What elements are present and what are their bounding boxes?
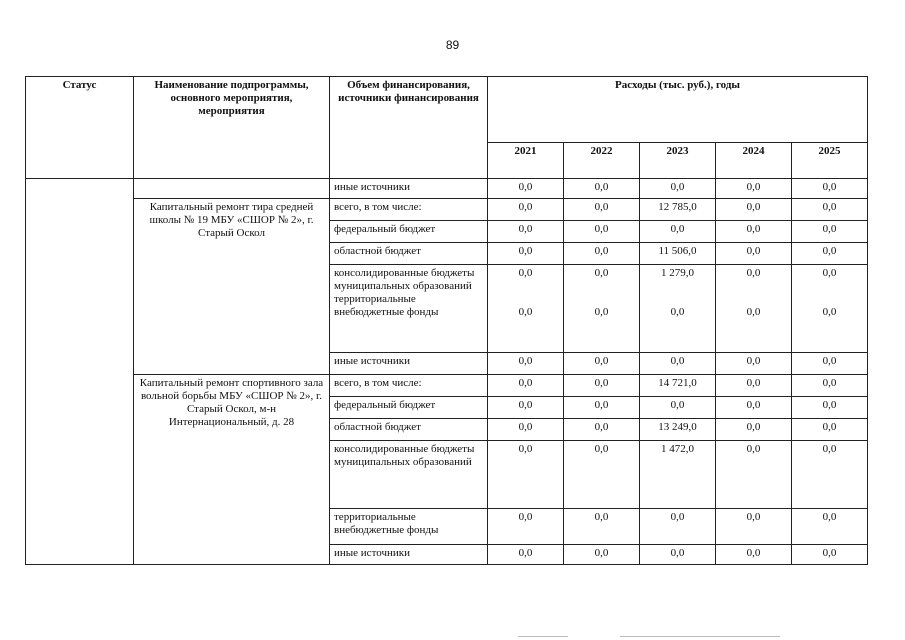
value-cell: 0,0: [792, 509, 868, 545]
source-cell: всего, в том числе:: [330, 199, 488, 221]
status-cell: [26, 179, 134, 565]
source-cell: иные источники: [330, 179, 488, 199]
value-cell: [564, 265, 640, 353]
table-row: [26, 179, 868, 199]
value-cell: 0,0: [488, 397, 564, 419]
value-cell: 12 785,0: [640, 199, 716, 221]
source-cell: консолидированные бюджеты муниципальных образований: [330, 441, 488, 509]
value-text: 0,0: [518, 306, 533, 318]
value-cell: 0,0: [716, 221, 792, 243]
value-cell: 0,0: [564, 397, 640, 419]
value-cell: 14 721,0: [640, 375, 716, 397]
value-cell: 11 506,0: [640, 243, 716, 265]
source-cell: всего, в том числе:: [330, 375, 488, 397]
value-cell: 0,0: [564, 419, 640, 441]
value-cell: 0,0: [792, 179, 868, 199]
value-cell: 0,0: [716, 397, 792, 419]
table-row: [26, 375, 868, 397]
source-cell: территориальные внебюджетные фонды: [330, 509, 488, 545]
value-text: 0,0: [822, 306, 837, 318]
header-name: Наименование подпрограммы, основного мероприятия, мероприятия: [134, 77, 330, 179]
value-cell: [716, 265, 792, 353]
project-name: Капитальный ремонт тира средней школы № 19 МБУ «СШОР № 2», г. Старый Оскол: [134, 199, 330, 375]
table-row: [26, 199, 868, 221]
value-cell: 0,0: [716, 441, 792, 509]
value-cell: 0,0: [792, 441, 868, 509]
value-cell: 0,0: [640, 179, 716, 199]
value-cell: 0,0: [564, 179, 640, 199]
value-cell: 0,0: [792, 199, 868, 221]
header-status: Статус: [26, 77, 134, 179]
value-cell: 0,0: [488, 353, 564, 375]
value-cell: 0,0: [488, 545, 564, 565]
value-cell: 0,0: [488, 509, 564, 545]
value-cell: 0,0: [716, 199, 792, 221]
source-cell: областной бюджет: [330, 243, 488, 265]
value-cell: 0,0: [716, 375, 792, 397]
name-cell: [134, 179, 330, 199]
value-cell: 0,0: [792, 375, 868, 397]
header-year: 2025: [792, 143, 868, 179]
header-year: 2024: [716, 143, 792, 179]
value-cell: 0,0: [640, 545, 716, 565]
value-cell: 0,0: [640, 397, 716, 419]
value-cell: 0,0: [564, 199, 640, 221]
scan-artifact: [620, 636, 780, 637]
value-cell: 0,0: [792, 419, 868, 441]
value-cell: 0,0: [716, 545, 792, 565]
value-text: 0,0: [746, 267, 761, 279]
value-text: 0,0: [746, 306, 761, 318]
budget-table: [25, 76, 868, 565]
value-cell: 0,0: [716, 419, 792, 441]
value-cell: 0,0: [716, 509, 792, 545]
header-year: 2022: [564, 143, 640, 179]
source-cell: федеральный бюджет: [330, 221, 488, 243]
header-year: 2021: [488, 143, 564, 179]
value-cell: 0,0: [488, 221, 564, 243]
value-cell: 0,0: [792, 221, 868, 243]
source-text: консолидированные бюджеты муниципальных образований: [334, 267, 475, 292]
value-cell: 0,0: [488, 375, 564, 397]
source-cell: областной бюджет: [330, 419, 488, 441]
source-cell: иные источники: [330, 545, 488, 565]
value-cell: 0,0: [488, 179, 564, 199]
value-cell: 0,0: [564, 441, 640, 509]
value-text: 0,0: [594, 267, 609, 279]
value-cell: 0,0: [564, 221, 640, 243]
value-cell: 13 249,0: [640, 419, 716, 441]
value-cell: 0,0: [792, 353, 868, 375]
value-text: 1 279,0: [661, 267, 694, 279]
value-cell: 0,0: [716, 179, 792, 199]
value-cell: 0,0: [716, 353, 792, 375]
source-cell: федеральный бюджет: [330, 397, 488, 419]
header-expenses: Расходы (тыс. руб.), годы: [488, 77, 868, 143]
value-cell: 0,0: [564, 243, 640, 265]
value-cell: 0,0: [792, 545, 868, 565]
value-cell: 0,0: [564, 545, 640, 565]
value-cell: [488, 265, 564, 353]
page-number: 89: [445, 38, 460, 52]
value-cell: 0,0: [640, 353, 716, 375]
value-cell: 0,0: [488, 441, 564, 509]
value-text: 0,0: [594, 306, 609, 318]
source-cell: иные источники: [330, 353, 488, 375]
value-cell: 0,0: [640, 221, 716, 243]
value-cell: 0,0: [792, 397, 868, 419]
value-cell: 0,0: [640, 509, 716, 545]
value-cell: 0,0: [564, 509, 640, 545]
project-name: Капитальный ремонт спортивного зала вольной борьбы МБУ «СШОР № 2», г. Старый Оскол, м-н Интернациональный, д. 28: [134, 375, 330, 565]
value-cell: 1 472,0: [640, 441, 716, 509]
value-cell: 0,0: [488, 243, 564, 265]
value-text: 0,0: [518, 267, 533, 279]
value-cell: [792, 265, 868, 353]
source-text: территориальные внебюджетные фонды: [334, 293, 439, 318]
value-cell: 0,0: [488, 419, 564, 441]
value-text: 0,0: [822, 267, 837, 279]
scan-artifact: [518, 636, 568, 637]
source-cell: [330, 265, 488, 353]
value-cell: 0,0: [564, 353, 640, 375]
value-cell: [640, 265, 716, 353]
value-cell: 0,0: [792, 243, 868, 265]
value-text: 0,0: [670, 306, 685, 318]
value-cell: 0,0: [488, 199, 564, 221]
header-year: 2023: [640, 143, 716, 179]
value-cell: 0,0: [564, 375, 640, 397]
value-cell: 0,0: [716, 243, 792, 265]
header-volume: Объем финансирования, источники финансирования: [330, 77, 488, 179]
